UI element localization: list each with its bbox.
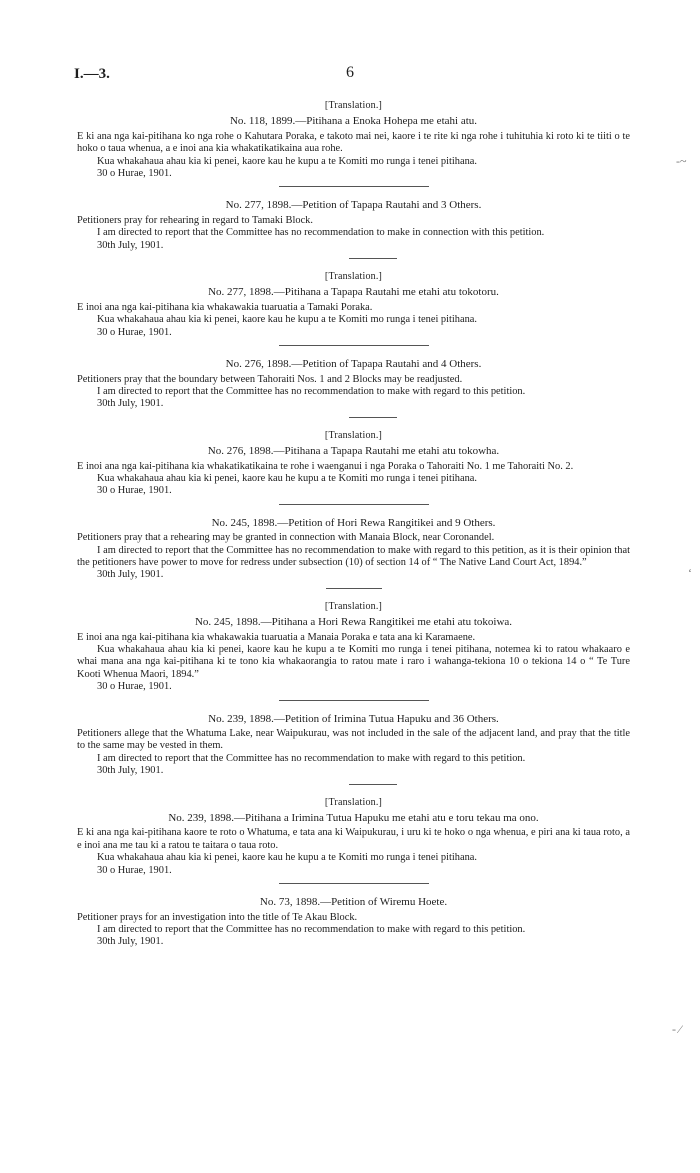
committee-report: I am directed to report that the Committee has no recommendation to make with regard to this petition. xyxy=(97,752,526,764)
petition-list xyxy=(77,100,630,951)
petition-title: No. 239, 1898.—Petition of Irimina Tutua Hapuku and 36 Others. xyxy=(208,712,499,725)
translation-label: [Translation.] xyxy=(324,600,383,612)
petition-title: No. 245, 1898.—Pitihana a Hori Rewa Rangitikei me etahi atu tokoiwa. xyxy=(194,616,513,629)
petition-prayer: E inoi ana nga kai-pitihana kia whakawakia tuaruatia a Tamaki Poraka. xyxy=(77,301,373,313)
section-divider xyxy=(279,883,429,884)
committee-report: Kua whakahaua ahau kia ki penei, kaore kau he kupu a te Komiti mo runga i tenei pitihana. xyxy=(97,314,477,326)
petition-prayer: Petitioners pray for rehearing in regard to Tamaki Block. xyxy=(77,214,313,226)
petition-section xyxy=(77,896,630,949)
petition-section xyxy=(77,430,630,505)
petition-prayer: E ki ana nga kai-pitihana ko nga rohe o Kahutara Poraka, e takoto mai nei, kaore i te rite ki nga rohe i tuhituhia ki roto ki te tiiti o te hoko o taua whenua, a e inoi ana kia whakatikatikaina aua rohe. xyxy=(77,130,630,155)
section-divider xyxy=(349,417,397,418)
report-date: 30 o Hurae, 1901. xyxy=(97,485,172,497)
translation-label: [Translation.] xyxy=(324,271,383,283)
petition-title: No. 276, 1898.—Pitihana a Tapapa Rautahi me etahi atu tokowha. xyxy=(207,445,500,458)
committee-report: Kua whakahaua ahau kia ki penei, kaore kau he kupu a te Komiti mo runga i tenei pitihana, notemea ki to ratou whakaaro e whai mana ana nga kai-pitihana ki te tono kia whakaorangia to ratou mate i raro i wahanga-tekiona 10 o tekiona 14 o “ Te Ture Kooti Whenua Maori, 1894.” xyxy=(77,644,630,680)
report-date: 30th July, 1901. xyxy=(97,239,164,251)
committee-report: I am directed to report that the Committee has no recommendation to make with regard to this petition. xyxy=(97,385,526,397)
section-divider xyxy=(279,700,429,701)
report-date: 30th July, 1901. xyxy=(97,936,164,948)
margin-mark: -~ xyxy=(676,154,687,168)
petition-title: No. 245, 1898.—Petition of Hori Rewa Rangitikei and 9 Others. xyxy=(211,516,496,529)
section-divider xyxy=(279,345,429,346)
report-date: 30 o Hurae, 1901. xyxy=(97,326,172,338)
petition-section xyxy=(77,199,630,259)
petition-title: No. 118, 1899.—Pitihana a Enoka Hohepa me etahi atu. xyxy=(229,115,478,128)
petition-section xyxy=(77,358,630,418)
petition-prayer: Petitioners allege that the Whatuma Lake, near Waipukurau, was not included in the sale of the adjacent land, and pray that the title to the same may be vested in them. xyxy=(77,728,630,752)
report-date: 30 o Hurae, 1901. xyxy=(97,864,172,876)
document-reference: I.—3. xyxy=(74,66,110,82)
petition-prayer: Petitioners pray that the boundary between Tahoraiti Nos. 1 and 2 Blocks may be readjusted. xyxy=(77,373,463,385)
petition-section xyxy=(77,601,630,701)
committee-report: I am directed to report that the Committee has no recommendation to make with regard to this petition. xyxy=(97,923,526,935)
section-divider xyxy=(279,504,429,505)
page-number: 6 xyxy=(346,64,354,81)
petition-prayer: Petitioners pray that a rehearing may be granted in connection with Manaia Block, near Coronandel. xyxy=(77,532,495,544)
committee-report: I am directed to report that the Committee has no recommendation to make in connection with this petition. xyxy=(97,227,545,239)
petition-prayer: Petitioner prays for an investigation into the title of Te Akau Block. xyxy=(77,911,358,923)
petition-title: No. 73, 1898.—Petition of Wiremu Hoete. xyxy=(259,896,448,909)
committee-report: I am directed to report that the Committee has no recommendation to make with regard to this petition, as it is their opinion that the petitioners have power to move for redress under subsection (10) of section 14 of “ The Native Land Court Act, 1894.” xyxy=(77,544,630,568)
page-header xyxy=(74,64,630,84)
section-divider xyxy=(349,258,397,259)
margin-mark: - ⁄ xyxy=(672,1022,681,1036)
petition-title: No. 277, 1898.—Petition of Tapapa Rautahi and 3 Others. xyxy=(225,199,482,212)
report-date: 30th July, 1901. xyxy=(97,569,164,581)
section-divider xyxy=(349,784,397,785)
committee-report: Kua whakahaua ahau kia ki penei, kaore kau he kupu a te Komiti mo runga i tenei pitihana. xyxy=(97,155,477,167)
petition-section xyxy=(77,713,630,785)
report-date: 30th July, 1901. xyxy=(97,398,164,410)
translation-label: [Translation.] xyxy=(324,100,383,111)
translation-label: [Translation.] xyxy=(324,796,383,808)
committee-report: Kua whakahaua ahau kia ki penei, kaore kau he kupu a te Komiti mo runga i tenei pitihana. xyxy=(97,852,477,864)
petition-title: No. 239, 1898.—Pitihana a Irimina Tutua Hapuku me etahi atu e toru tekau ma ono. xyxy=(168,812,539,825)
petition-section xyxy=(77,100,630,187)
petition-section xyxy=(77,517,630,589)
section-divider xyxy=(326,588,382,589)
section-divider xyxy=(279,186,429,187)
petition-prayer: E ki ana nga kai-pitihana kaore te roto o Whatuma, e tata ana ki Waipukurau, i uru ki te hoko o nga whenua, e piri ana ki taua roto, a e inoi ana me tau ki a ratou te taitara o taua roto. xyxy=(77,827,630,851)
petition-section xyxy=(77,271,630,346)
committee-report: Kua whakahaua ahau kia ki penei, kaore kau he kupu a te Komiti mo runga i tenei pitihana. xyxy=(97,472,477,484)
report-date: 30 o Hurae, 1901. xyxy=(97,681,172,693)
petition-title: No. 276, 1898.—Petition of Tapapa Rautahi and 4 Others. xyxy=(225,358,482,371)
translation-label: [Translation.] xyxy=(324,429,383,441)
report-date: 30th July, 1901. xyxy=(97,765,164,777)
margin-mark: ‘ xyxy=(688,566,692,580)
report-date: 30 o Hurae, 1901. xyxy=(97,168,172,180)
petition-title: No. 277, 1898.—Pitihana a Tapapa Rautahi me etahi atu tokotoru. xyxy=(208,286,499,299)
petition-prayer: E inoi ana nga kai-pitihana kia whakawakia tuaruatia a Manaia Poraka e tata ana ki Karamaene. xyxy=(77,631,476,643)
petition-section xyxy=(77,797,630,884)
petition-prayer: E inoi ana nga kai-pitihana kia whakatikatikaina te rohe i waenganui i nga Poraka o Tahoraiti No. 1 me Tahoraiti No. 2. xyxy=(77,460,574,472)
